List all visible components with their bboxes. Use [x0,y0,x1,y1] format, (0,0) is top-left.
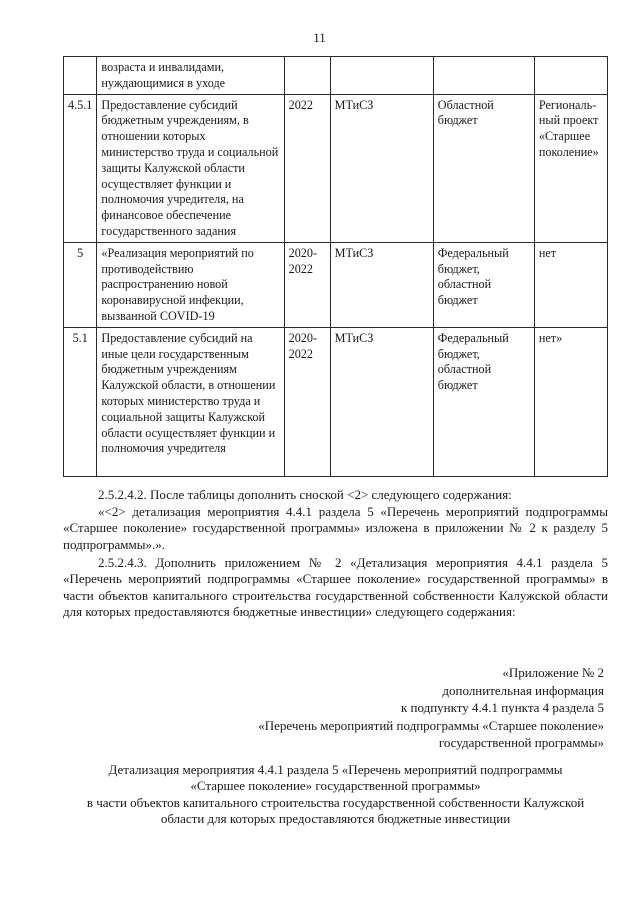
row-number-cell: 4.5.1 [64,94,97,242]
project-cell: Региональ-ный проект «Старшее поколение» [534,94,607,242]
paragraph-footnote-instruction: 2.5.2.4.2. После таблицы дополнить сноской <2> следующего содержания: [98,487,512,502]
table-row [64,327,608,476]
paragraph-footnote-text: «<2> детализация мероприятия 4.4.1 раздела 5 «Перечень мероприятий подпрограммы «Старшее поколение» государственной программы» изложена в приложении № 2 к разделу 5 подпрограммы».». [63,504,608,552]
appendix-line: «Перечень мероприятий подпрограммы «Старшее поколение» [258,717,604,733]
row-number-cell: 5 [64,242,97,327]
title-line: Детализация мероприятия 4.4.1 раздела 5 «Перечень мероприятий подпрограммы [108,762,563,777]
funding-source-cell [433,57,534,95]
project-cell: нет [534,242,607,327]
project-cell [534,57,607,95]
row-number-cell: 5.1 [64,327,97,476]
measures-table [63,56,608,477]
executor-cell [330,57,433,95]
table-row [64,94,608,242]
project-cell: нет» [534,327,607,476]
appendix-line: дополнительная информация [442,682,604,698]
paragraph-appendix-instruction: 2.5.2.4.3. Дополнить приложением № 2 «Детализация мероприятия 4.4.1 раздела 5 «Перечень мероприятий подпрограммы «Старшее поколение» государственной программы» в части объектов капитального строительства государственной собственности Калужской области для которых предоставляются бюджетные инвестиции» следующего содержания: [63,555,608,620]
row-number-cell [64,57,97,95]
year-cell: 2022 [284,94,330,242]
measure-text-cell: «Реализация мероприятий по противодействию распространению новой коронавирусной инфекции, вызванной COVID-19 [97,242,284,327]
table-row [64,242,608,327]
appendix-header [258,664,604,752]
table-row [64,57,608,95]
year-cell [284,57,330,95]
title-line: в части объектов капитального строительства государственной собственности Калужской [86,794,585,810]
measure-text-cell: возраста и инвалидами, нуждающимися в уходе [97,57,284,95]
executor-cell: МТиСЗ [330,94,433,242]
measure-text-cell: Предоставление субсидий бюджетным учреждениям, в отношении которых министерство труда и социальной защиты Калужской области осуществляет функции и полномочия учредителя, на финансовое обеспечение государственного задания [97,94,284,242]
measure-text-cell: Предоставление субсидий на иные цели государственным бюджетным учреждениям Калужской области, в отношении которых министерство труда и социальной защиты Калужской области осуществляет функции и полномочия учредителя [97,327,284,476]
funding-source-cell: Областной бюджет [433,94,534,242]
document-title [63,762,608,828]
executor-cell: МТиСЗ [330,242,433,327]
year-cell: 2020-2022 [284,242,330,327]
page-number: 11 [313,30,326,45]
funding-source-cell: Федеральный бюджет, областной бюджет [433,242,534,327]
title-line: «Старшее поколение» государственной программы» [190,778,481,794]
appendix-line: государственной программы» [438,735,604,750]
appendix-line: «Приложение № 2 [502,665,604,680]
appendix-line: к подпункту 4.4.1 пункта 4 раздела 5 [400,700,604,715]
executor-cell: МТиСЗ [330,327,433,476]
year-cell: 2020-2022 [284,327,330,476]
funding-source-cell: Федеральный бюджет, областной бюджет [433,327,534,476]
title-line: области для которых предоставляются бюджетные инвестиции [160,811,511,827]
